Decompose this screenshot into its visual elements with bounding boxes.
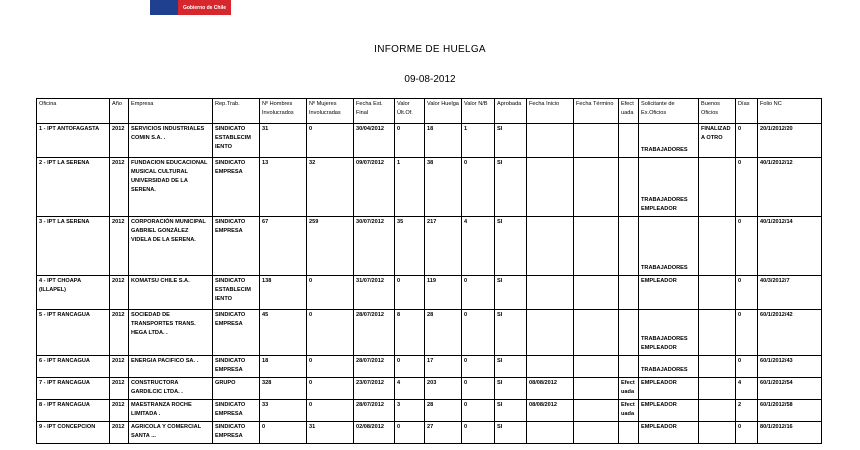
table-cell: SINDICATO EMPRESA — [213, 356, 260, 378]
header-cell: Fecha Término — [574, 99, 619, 124]
table-cell: 40/3/2012/7 — [758, 276, 822, 310]
table-cell: 0 — [307, 356, 354, 378]
table-cell: 2 - IPT LA SERENA — [37, 158, 110, 217]
table-cell: 0 — [395, 276, 425, 310]
table-cell: 2012 — [110, 400, 129, 422]
table-cell: SI — [495, 356, 527, 378]
table-cell: 2012 — [110, 158, 129, 217]
header-cell: Valor N/B — [462, 99, 495, 124]
table-cell — [699, 400, 736, 422]
table-row — [37, 310, 822, 356]
table-cell: 08/08/2012 — [527, 378, 574, 400]
table-cell: 09/07/2012 — [354, 158, 395, 217]
table-cell: 259 — [307, 217, 354, 276]
table-cell: 0 — [736, 217, 758, 276]
table-cell: 217 — [425, 217, 462, 276]
logo-text: Gobierno de Chile — [178, 0, 231, 15]
table-cell: SINDICATO ESTABLECIM IENTO — [213, 124, 260, 158]
table-row — [37, 400, 822, 422]
solicitante-value: TRABAJADORES EMPLEADOR — [641, 336, 688, 351]
table-cell: 30/04/2012 — [354, 124, 395, 158]
table-cell — [527, 422, 574, 444]
table-cell: 0 — [462, 400, 495, 422]
table-cell: 0 — [736, 310, 758, 356]
table-cell: 4 — [395, 378, 425, 400]
table-cell: 5 - IPT RANCAGUA — [37, 310, 110, 356]
header-cell: Empresa — [129, 99, 213, 124]
table-cell: 0 — [462, 276, 495, 310]
table-cell: 18 — [425, 124, 462, 158]
table-cell: 27 — [425, 422, 462, 444]
table-cell — [527, 356, 574, 378]
table-cell — [574, 310, 619, 356]
table-header-row — [37, 99, 822, 124]
table-cell: SINDICATO EMPRESA — [213, 217, 260, 276]
table-cell: 4 - IPT CHOAPA (ILLAPEL) — [37, 276, 110, 310]
table-cell — [639, 217, 699, 276]
table-row — [37, 356, 822, 378]
header-cell: Oficina — [37, 99, 110, 124]
table-cell: 0 — [395, 124, 425, 158]
table-cell: ENERGIA PACIFICO SA. . — [129, 356, 213, 378]
table-cell: 60/1/2012/42 — [758, 310, 822, 356]
solicitante-value: TRABAJADORES — [641, 265, 688, 271]
table-cell: 40/1/2012/14 — [758, 217, 822, 276]
table-cell — [639, 158, 699, 217]
table-cell — [699, 378, 736, 400]
table-cell — [699, 217, 736, 276]
header-cell: Valor Huelga — [425, 99, 462, 124]
table-cell: KOMATSU CHILE S.A. — [129, 276, 213, 310]
solicitante-value: EMPLEADOR — [641, 278, 677, 284]
table-cell — [619, 124, 639, 158]
table-cell — [527, 124, 574, 158]
table-cell: 2012 — [110, 217, 129, 276]
table-cell: 0 — [307, 276, 354, 310]
solicitante-value: EMPLEADOR — [641, 402, 677, 408]
table-cell — [527, 276, 574, 310]
table-cell: 28/07/2012 — [354, 400, 395, 422]
table-row — [37, 158, 822, 217]
table-body — [37, 124, 822, 444]
table-cell: MAESTRANZA ROCHE LIMITADA . — [129, 400, 213, 422]
table-cell — [639, 310, 699, 356]
table-cell: 1 - IPT ANTOFAGASTA — [37, 124, 110, 158]
header-cell: Solicitante de Ex.Oficios — [639, 99, 699, 124]
table-cell: 0 — [395, 356, 425, 378]
table-cell: 38 — [425, 158, 462, 217]
solicitante-value: TRABAJADORES — [641, 367, 688, 373]
table-cell: SI — [495, 158, 527, 217]
table-cell — [619, 217, 639, 276]
table-cell — [639, 124, 699, 158]
table-cell: 9 - IPT CONCEPCION — [37, 422, 110, 444]
table-cell: 8 - IPT RANCAGUA — [37, 400, 110, 422]
table-cell: 2012 — [110, 124, 129, 158]
header-cell: Nº Hombres Involucrados — [260, 99, 307, 124]
table-row — [37, 422, 822, 444]
table-cell: SERVICIOS INDUSTRIALES COMIN S.A. . — [129, 124, 213, 158]
table-cell: 2 — [736, 400, 758, 422]
table-cell — [574, 400, 619, 422]
table-cell: 3 — [395, 400, 425, 422]
table-cell: 2012 — [110, 378, 129, 400]
table-cell: 2012 — [110, 276, 129, 310]
table-cell: 0 — [307, 310, 354, 356]
table-cell — [699, 422, 736, 444]
table-cell: 0 — [462, 422, 495, 444]
table-cell: 328 — [260, 378, 307, 400]
table-cell — [639, 400, 699, 422]
table-cell — [574, 378, 619, 400]
table-cell: Efectuada — [619, 400, 639, 422]
table-cell: 1 — [462, 124, 495, 158]
table-cell: SI — [495, 310, 527, 356]
table-cell: 60/1/2012/58 — [758, 400, 822, 422]
solicitante-value: TRABAJADORES EMPLEADOR — [641, 197, 688, 212]
table-cell: 02/08/2012 — [354, 422, 395, 444]
table-cell — [619, 310, 639, 356]
table-cell: SI — [495, 400, 527, 422]
header-cell: Folio NC — [758, 99, 822, 124]
table-cell: SOCIEDAD DE TRANSPORTES TRANS. HEGA LTDA. . — [129, 310, 213, 356]
table-cell — [699, 158, 736, 217]
table-cell: 0 — [736, 356, 758, 378]
table-cell: 30/07/2012 — [354, 217, 395, 276]
table-cell: 31 — [307, 422, 354, 444]
header-cell: Rep.Trab. — [213, 99, 260, 124]
table-cell: 0 — [736, 158, 758, 217]
table-cell: SINDICATO EMPRESA — [213, 400, 260, 422]
table-cell: 0 — [462, 158, 495, 217]
table-cell: FUNDACION EDUCACIONAL MUSICAL CULTURAL UNIVERSIDAD DE LA SERENA. — [129, 158, 213, 217]
table-cell: 0 — [736, 276, 758, 310]
solicitante-value: EMPLEADOR — [641, 380, 677, 386]
table-cell: 31/07/2012 — [354, 276, 395, 310]
table-cell — [527, 310, 574, 356]
table-cell: 2012 — [110, 310, 129, 356]
logo-blue-block — [150, 0, 178, 15]
table-cell — [619, 158, 639, 217]
table-cell: 20/1/2012/20 — [758, 124, 822, 158]
table-cell — [619, 276, 639, 310]
table-cell — [574, 356, 619, 378]
header-cell: Valor Últ.Of. — [395, 99, 425, 124]
table-cell: SINDICATO EMPRESA — [213, 422, 260, 444]
table-cell: 0 — [307, 378, 354, 400]
table-cell: SINDICATO EMPRESA — [213, 158, 260, 217]
table-cell: 2012 — [110, 422, 129, 444]
gobierno-logo — [150, 0, 231, 15]
table-cell: SI — [495, 217, 527, 276]
table-cell: 0 — [395, 422, 425, 444]
table-cell: 60/1/2012/43 — [758, 356, 822, 378]
table-cell: 0 — [736, 124, 758, 158]
header-cell: Días — [736, 99, 758, 124]
header-cell: Efectuada — [619, 99, 639, 124]
table-cell: 40/1/2012/12 — [758, 158, 822, 217]
table-cell: 67 — [260, 217, 307, 276]
table-cell: FINALIZAD A OTRO — [699, 124, 736, 158]
strike-table — [36, 98, 822, 444]
table-cell: 18 — [260, 356, 307, 378]
table-cell: 28 — [425, 310, 462, 356]
table-cell: 80/1/2012/16 — [758, 422, 822, 444]
table-cell: 28 — [425, 400, 462, 422]
table-cell — [574, 158, 619, 217]
table-cell: 23/07/2012 — [354, 378, 395, 400]
table-cell — [639, 422, 699, 444]
table-cell: 33 — [260, 400, 307, 422]
table-cell: SINDICATO ESTABLECIM IENTO — [213, 276, 260, 310]
header-cell: Nº Mujeres Involucradas — [307, 99, 354, 124]
table-cell: SI — [495, 276, 527, 310]
table-cell: 08/08/2012 — [527, 400, 574, 422]
table-cell: 8 — [395, 310, 425, 356]
report-title: INFORME DE HUELGA — [374, 44, 486, 55]
table-cell: 0 — [307, 400, 354, 422]
table-cell — [574, 276, 619, 310]
table-cell: 31 — [260, 124, 307, 158]
table-cell — [619, 422, 639, 444]
table-row — [37, 217, 822, 276]
solicitante-value: TRABAJADORES — [641, 147, 688, 153]
table-cell — [699, 356, 736, 378]
table-cell: 35 — [395, 217, 425, 276]
table-row — [37, 378, 822, 400]
table-cell: 60/1/2012/54 — [758, 378, 822, 400]
table-cell: 45 — [260, 310, 307, 356]
solicitante-value: EMPLEADOR — [641, 424, 677, 430]
table-cell: 0 — [462, 378, 495, 400]
table-cell: 4 — [736, 378, 758, 400]
table-cell: 0 — [462, 310, 495, 356]
table-cell: SI — [495, 422, 527, 444]
table-cell — [527, 158, 574, 217]
header-cell: Fecha Inicio — [527, 99, 574, 124]
table-cell: 203 — [425, 378, 462, 400]
table-cell: SI — [495, 378, 527, 400]
table-cell: 7 - IPT RANCAGUA — [37, 378, 110, 400]
table-cell: AGRICOLA Y COMERCIAL SANTA ... — [129, 422, 213, 444]
table-row — [37, 124, 822, 158]
table-cell — [699, 276, 736, 310]
table-cell: Efectuada — [619, 378, 639, 400]
table-cell: 6 - IPT RANCAGUA — [37, 356, 110, 378]
table-cell — [574, 422, 619, 444]
header-cell: Buenos Oficios — [699, 99, 736, 124]
table-cell — [639, 356, 699, 378]
table-cell: 0 — [462, 356, 495, 378]
table-cell: 4 — [462, 217, 495, 276]
table-cell: 0 — [260, 422, 307, 444]
table-cell — [639, 276, 699, 310]
table-cell: 3 - IPT LA SERENA — [37, 217, 110, 276]
table-cell — [527, 217, 574, 276]
table-cell: SINDICATO EMPRESA — [213, 310, 260, 356]
header-cell: Aprobada — [495, 99, 527, 124]
table-cell: 138 — [260, 276, 307, 310]
table-cell: 0 — [307, 124, 354, 158]
header-cell: Fecha Est. Final — [354, 99, 395, 124]
table-cell — [574, 217, 619, 276]
table-cell — [619, 356, 639, 378]
table-cell: 1 — [395, 158, 425, 217]
table-cell: CORPORACIÓN MUNICIPAL GABRIEL GONZÁLEZ VIDELA DE LA SERENA. — [129, 217, 213, 276]
table-cell — [639, 378, 699, 400]
table-cell: 32 — [307, 158, 354, 217]
table-cell: 17 — [425, 356, 462, 378]
table-cell: CONSTRUCTORA GARDILCIC LTDA. . — [129, 378, 213, 400]
table-cell: 28/07/2012 — [354, 310, 395, 356]
table-cell: 2012 — [110, 356, 129, 378]
table-cell: GRUPO — [213, 378, 260, 400]
report-date: 09-08-2012 — [404, 74, 456, 85]
table-cell — [699, 310, 736, 356]
table-cell: 28/07/2012 — [354, 356, 395, 378]
table-cell — [574, 124, 619, 158]
table-cell: 119 — [425, 276, 462, 310]
table-cell: SI — [495, 124, 527, 158]
table-cell: 0 — [736, 422, 758, 444]
table-row — [37, 276, 822, 310]
table-cell: 13 — [260, 158, 307, 217]
header-cell: Año — [110, 99, 129, 124]
